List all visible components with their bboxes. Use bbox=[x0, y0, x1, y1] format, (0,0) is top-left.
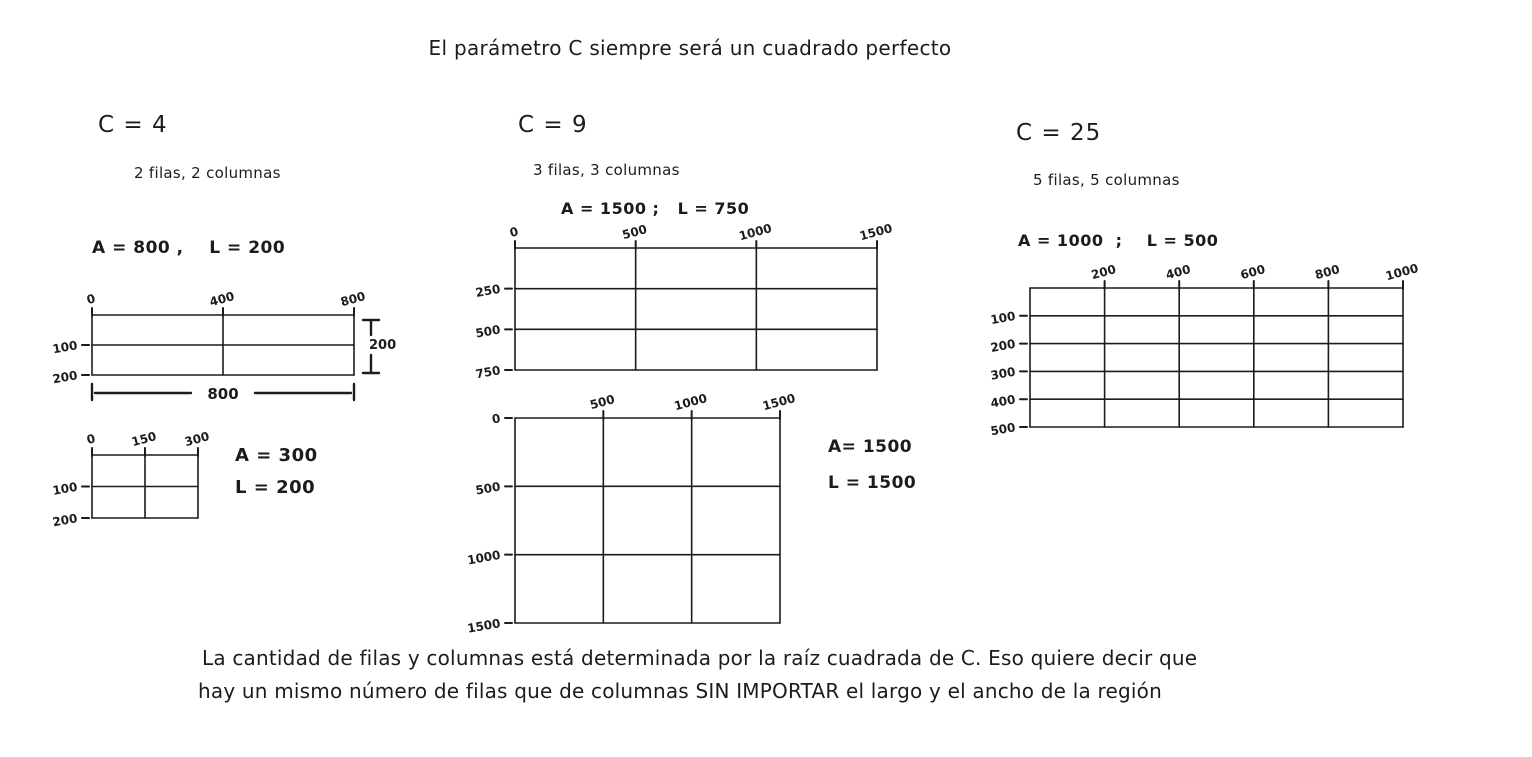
y-axis-label: 200 bbox=[989, 336, 1017, 355]
x-axis-label: 500 bbox=[588, 392, 617, 413]
x-axis-label: 1000 bbox=[1384, 261, 1420, 284]
x-axis-label: 400 bbox=[1164, 262, 1193, 283]
section-heading-c4: C = 4 bbox=[98, 112, 168, 138]
x-axis-label: 0 bbox=[85, 291, 97, 307]
section-subheading-c4: 2 filas, 2 columnas bbox=[134, 164, 281, 182]
x-axis-label: 0 bbox=[85, 431, 97, 447]
x-axis-label: 500 bbox=[620, 222, 649, 243]
dimension-side-label: L = 200 bbox=[235, 477, 316, 498]
y-axis-label: 100 bbox=[51, 479, 79, 498]
height-brace-label: 200 bbox=[369, 338, 397, 353]
grid-c9-1500x1500 bbox=[440, 385, 920, 647]
dimension-side-label: A = 300 bbox=[235, 445, 318, 466]
dimensions-label-c4: A = 800 , L = 200 bbox=[92, 238, 286, 258]
x-axis-label: 600 bbox=[1238, 262, 1267, 283]
y-axis-label: 100 bbox=[51, 338, 79, 357]
x-axis-label: 200 bbox=[1089, 262, 1118, 283]
x-axis-label: 1000 bbox=[737, 221, 774, 244]
y-axis-label: 500 bbox=[474, 479, 502, 498]
x-axis-label: 800 bbox=[1313, 262, 1342, 283]
dimensions-label-c25: A = 1000 ; L = 500 bbox=[1018, 231, 1219, 250]
section-subheading-c25: 5 filas, 5 columnas bbox=[1033, 171, 1180, 189]
footer-note-line1: La cantidad de filas y columnas está determinada por la raíz cuadrada de C. Eso quiere decir que bbox=[202, 646, 1198, 670]
y-axis-label: 200 bbox=[51, 511, 79, 530]
grid-c9-1500x750 bbox=[460, 195, 925, 395]
x-axis-label: 0 bbox=[508, 224, 520, 240]
section-heading-c9: C = 9 bbox=[518, 112, 588, 138]
grid-c4-300x200 bbox=[51, 425, 318, 540]
footer-note-line2: hay un mismo número de filas que de columnas SIN IMPORTAR el largo y el ancho de la región bbox=[198, 679, 1162, 703]
y-axis-label: 1000 bbox=[466, 547, 502, 568]
y-axis-label: 750 bbox=[474, 363, 502, 382]
y-axis-label: 500 bbox=[474, 322, 502, 341]
x-axis-label: 1500 bbox=[858, 221, 894, 244]
y-axis-label: 200 bbox=[51, 368, 79, 387]
grid-c25-1000x500 bbox=[980, 250, 1470, 450]
y-axis-label: 500 bbox=[989, 420, 1017, 439]
section-subheading-c9: 3 filas, 3 columnas bbox=[533, 161, 680, 179]
dimension-side-label: A= 1500 bbox=[828, 437, 913, 457]
section-heading-c25: C = 25 bbox=[1016, 120, 1102, 146]
c4-grid-800x200-svg bbox=[51, 283, 410, 418]
c9-grid-1500x750-svg bbox=[460, 195, 925, 395]
width-brace-label: 800 bbox=[207, 385, 239, 403]
c9-grid-1500x1500-svg bbox=[440, 385, 920, 647]
x-axis-label: 800 bbox=[339, 289, 367, 310]
x-axis-label: 150 bbox=[130, 429, 158, 450]
x-axis-label: 300 bbox=[183, 429, 211, 450]
y-axis-label: 400 bbox=[989, 392, 1017, 411]
c25-grid-1000x500-svg bbox=[980, 250, 1470, 450]
x-axis-label: 1000 bbox=[672, 391, 709, 414]
y-axis-label: 0 bbox=[490, 411, 502, 427]
grid-c4-800x200 bbox=[51, 283, 410, 418]
y-axis-label: 250 bbox=[474, 281, 502, 300]
dimension-side-label: L = 1500 bbox=[828, 473, 917, 493]
y-axis-label: 1500 bbox=[466, 616, 502, 636]
x-axis-label: 1500 bbox=[761, 391, 797, 414]
x-axis-label: 400 bbox=[208, 289, 236, 310]
page-title: El parámetro C siempre será un cuadrado perfecto bbox=[428, 36, 952, 60]
y-axis-label: 300 bbox=[989, 364, 1017, 383]
y-axis-label: 100 bbox=[989, 308, 1017, 328]
dimensions-label-c9: A = 1500 ; L = 750 bbox=[561, 199, 750, 218]
